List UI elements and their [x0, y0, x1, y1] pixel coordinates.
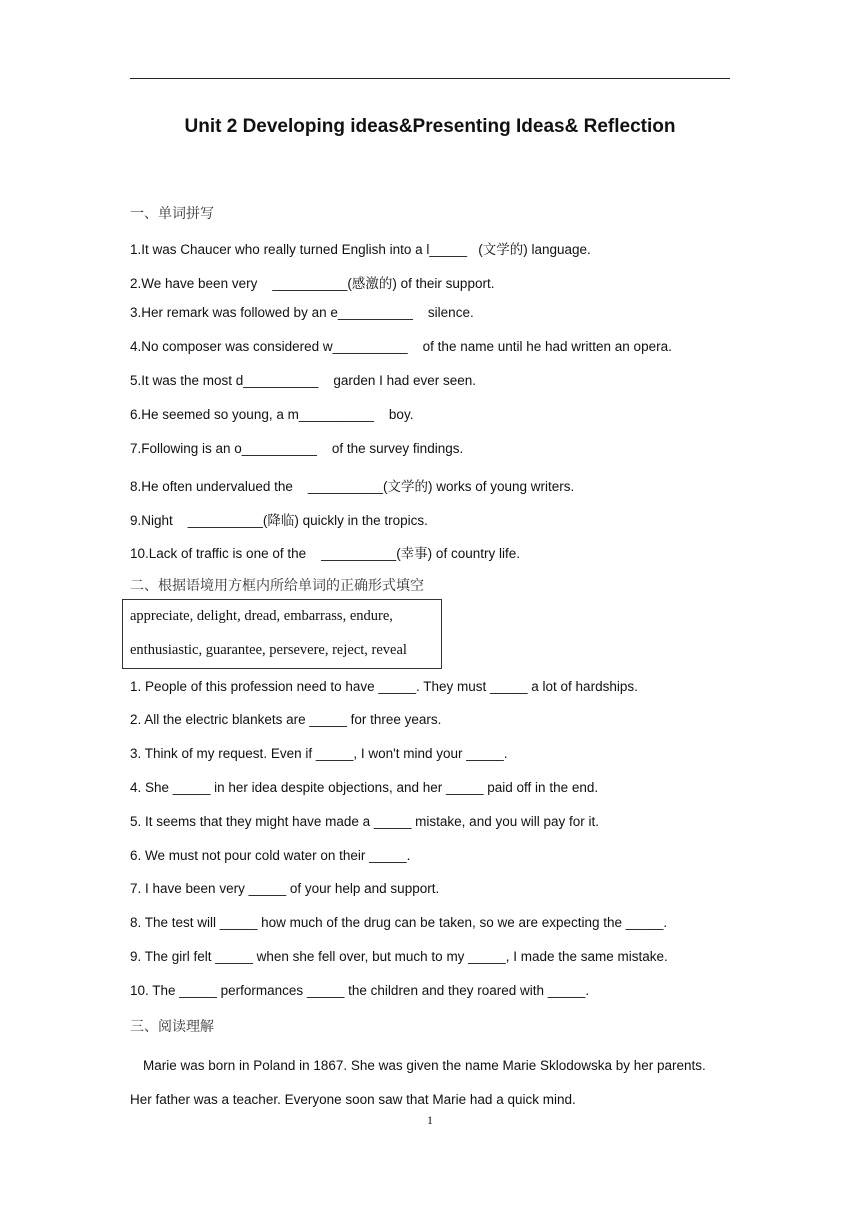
section-3-heading: 三、阅读理解	[130, 1019, 214, 1035]
question-1-1: 1.It was Chaucer who really turned English into a l_____ (文学的) language.	[130, 242, 591, 257]
question-2-1: 1. People of this profession need to have _____. They must _____ a lot of hardships.	[130, 679, 638, 694]
question-1-9: 9.Night __________(降临) quickly in the tropics.	[130, 513, 428, 528]
question-2-5: 5. It seems that they might have made a _____ mistake, and you will pay for it.	[130, 814, 599, 829]
word-box-line-1: appreciate, delight, dread, embarrass, endure,	[130, 608, 393, 624]
question-2-2: 2. All the electric blankets are _____ for three years.	[130, 712, 442, 727]
page-number: 1	[427, 1113, 433, 1127]
section-2-heading: 二、根据语境用方框内所给单词的正确形式填空	[130, 578, 424, 594]
question-1-5: 5.It was the most d__________ garden I had ever seen.	[130, 373, 476, 388]
question-2-10: 10. The _____ performances _____ the children and they roared with _____.	[130, 983, 590, 998]
word-box	[122, 599, 442, 669]
question-2-4: 4. She _____ in her idea despite objections, and her _____ paid off in the end.	[130, 780, 599, 795]
question-1-8: 8.He often undervalued the __________(文学的) works of young writers.	[130, 479, 575, 494]
question-2-9: 9. The girl felt _____ when she fell over, but much to my _____, I made the same mistake.	[130, 949, 668, 964]
question-1-10: 10.Lack of traffic is one of the __________(幸事) of country life.	[130, 546, 520, 561]
question-1-4: 4.No composer was considered w__________ of the name until he had written an opera.	[130, 339, 672, 354]
question-2-3: 3. Think of my request. Even if _____, I won't mind your _____.	[130, 746, 508, 761]
header-rule	[130, 78, 730, 79]
question-1-7: 7.Following is an o__________ of the survey findings.	[130, 441, 464, 456]
word-box-line-2: enthusiastic, guarantee, persevere, reject, reveal	[130, 642, 407, 658]
question-1-3: 3.Her remark was followed by an e__________ silence.	[130, 305, 474, 320]
question-2-8: 8. The test will _____ how much of the drug can be taken, so we are expecting the _____.	[130, 915, 668, 930]
question-1-2: 2.We have been very __________(感激的) of their support.	[130, 276, 495, 291]
page-title: Unit 2 Developing ideas&Presenting Ideas& Reflection	[184, 116, 676, 137]
question-2-7: 7. I have been very _____ of your help and support.	[130, 881, 440, 896]
reading-paragraph: Marie was born in Poland in 1867. She was given the name Marie Sklodowska by her parents. Her father was a teacher. Everyone soon saw that Marie had a quick mind.	[130, 1058, 706, 1107]
question-2-6: 6. We must not pour cold water on their _____.	[130, 848, 411, 863]
section-1-heading: 一、单词拼写	[130, 206, 214, 222]
question-1-6: 6.He seemed so young, a m__________ boy.	[130, 407, 414, 422]
